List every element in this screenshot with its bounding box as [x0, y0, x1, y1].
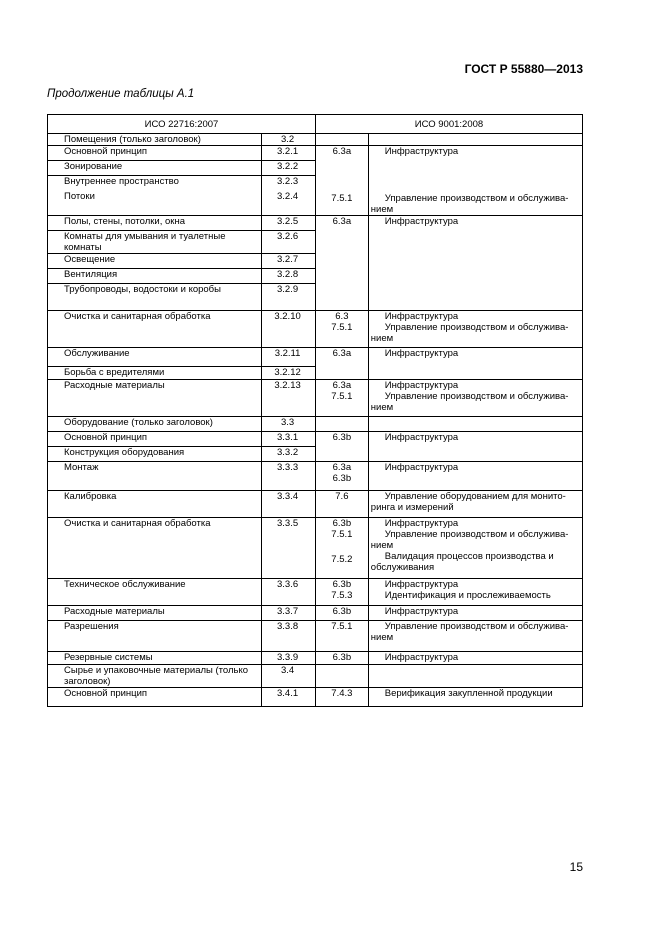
section-cell: 3.2.4 [262, 191, 316, 216]
clause-line: 7.5.1 [331, 529, 353, 540]
topic-line: заголовок) [64, 676, 111, 687]
standard-designation: ГОСТ Р 55880—2013 [464, 62, 583, 76]
clause-line: 6.3b [332, 579, 352, 590]
topic-cell: Внутреннее пространство [48, 176, 262, 191]
topic-cell [48, 665, 262, 688]
table-row [48, 348, 583, 367]
topic-line: Сырье и упаковочные материалы (только [64, 665, 249, 676]
iso9001-clause-cell [315, 380, 368, 417]
topic-cell: Калибровка [48, 491, 262, 518]
table-row [48, 134, 583, 146]
iso9001-title-cell [368, 432, 582, 462]
iso9001-title-cell [368, 518, 582, 579]
table-row [48, 688, 583, 707]
title-line: Управление производством и обслужива- [384, 193, 569, 204]
title-line: Идентификация и прослеживаемость [384, 590, 551, 601]
clause-line: 7.5.1 [331, 322, 353, 333]
iso9001-title-cell [368, 348, 582, 380]
iso9001-clause-cell: 7.6 [315, 491, 368, 518]
topic-cell: Монтаж [48, 462, 262, 491]
topic-cell: Конструкция оборудования [48, 447, 262, 462]
topic-line: комнаты [64, 242, 102, 253]
clause-line: 7.5.1 [331, 391, 353, 402]
iso9001-clause-cell [315, 579, 368, 606]
section-cell: 3.2.3 [262, 176, 316, 191]
clause-line: 7.5.3 [331, 590, 353, 601]
iso9001-clause-cell: 7.5.1 [315, 621, 368, 652]
iso9001-clause-cell [315, 518, 368, 579]
iso9001-clause-cell [315, 462, 368, 491]
iso9001-clause-cell [315, 665, 368, 688]
correspondence-table [47, 114, 583, 707]
topic-cell: Вентиляция [48, 269, 262, 284]
table-row [48, 216, 583, 231]
section-cell: 3.3.2 [262, 447, 316, 462]
iso9001-title-cell [368, 688, 582, 707]
section-cell: 3.3.4 [262, 491, 316, 518]
title-line: Управление оборудованием для монито- [384, 491, 566, 502]
section-cell: 3.3.6 [262, 579, 316, 606]
clause-line: 6.3а [332, 146, 352, 157]
topic-cell: Оборудование (только заголовок) [48, 417, 262, 432]
section-cell: 3.3.3 [262, 462, 316, 491]
topic-cell: Расходные материалы [48, 606, 262, 621]
topic-cell: Борьба с вредителями [48, 367, 262, 380]
topic-cell: Трубопроводы, водостоки и коробы [48, 284, 262, 311]
title-line: Управление производством и обслужива- [384, 322, 569, 333]
table-row [48, 621, 583, 652]
topic-cell: Очистка и санитарная обработка [48, 518, 262, 579]
title-line: Инфраструктура [384, 579, 459, 590]
clause-line: 7.5.2 [331, 554, 353, 565]
iso9001-title-cell [368, 311, 582, 348]
topic-cell: Очистка и санитарная обработка [48, 311, 262, 348]
iso9001-title-cell [368, 606, 582, 621]
iso9001-title-cell [368, 146, 582, 216]
iso9001-clause-cell: 7.4.3 [315, 688, 368, 707]
clause-line: 6.3 [335, 311, 349, 322]
topic-cell: Резервные системы [48, 652, 262, 665]
iso9001-title-cell [368, 652, 582, 665]
clause-line: 6.3а [332, 380, 352, 391]
header-iso9001: ИСО 9001:2008 [315, 115, 582, 134]
section-cell: 3.2 [262, 134, 316, 146]
topic-cell [48, 231, 262, 254]
title-line: Управление производством и обслужива- [384, 621, 569, 632]
section-cell: 3.2.5 [262, 216, 316, 231]
table-row [48, 579, 583, 606]
iso9001-title-cell [368, 579, 582, 606]
section-cell: 3.2.8 [262, 269, 316, 284]
iso9001-clause-cell: 6.3b [315, 432, 368, 462]
table-row [48, 462, 583, 491]
table-row [48, 652, 583, 665]
table-row [48, 417, 583, 432]
title-line: Инфраструктура [384, 311, 459, 322]
title-line: нием [370, 540, 394, 551]
table-row [48, 380, 583, 417]
title-line: Инфраструктура [384, 462, 459, 473]
table-row [48, 146, 583, 161]
title-line: нием [370, 204, 394, 215]
topic-cell: Полы, стены, потолки, окна [48, 216, 262, 231]
iso9001-clause-cell [315, 311, 368, 348]
iso9001-title-cell [368, 216, 582, 311]
title-line: Управление производством и обслужива- [384, 391, 569, 402]
section-cell: 3.2.12 [262, 367, 316, 380]
iso9001-clause-cell: 6.3b [315, 652, 368, 665]
iso9001-clause-cell: 6.3а [315, 216, 368, 311]
section-cell: 3.3 [262, 417, 316, 432]
section-cell: 3.2.7 [262, 254, 316, 269]
topic-cell: Основной принцип [48, 146, 262, 161]
section-cell: 3.3.1 [262, 432, 316, 447]
table-row [48, 606, 583, 621]
title-line: Инфраструктура [384, 432, 459, 443]
table-caption: Продолжение таблицы А.1 [47, 88, 195, 100]
clause-line: 7.5.1 [331, 193, 353, 204]
topic-cell: Потоки [48, 191, 262, 216]
table-row [48, 311, 583, 348]
title-line: Инфраструктура [384, 146, 459, 157]
section-cell: 3.2.10 [262, 311, 316, 348]
section-cell: 3.3.8 [262, 621, 316, 652]
header-iso22716: ИСО 22716:2007 [48, 115, 316, 134]
section-cell: 3.2.6 [262, 231, 316, 254]
table-row [48, 432, 583, 447]
title-line: Управление производством и обслужива- [384, 529, 569, 540]
topic-cell: Обслуживание [48, 348, 262, 367]
section-cell: 3.2.13 [262, 380, 316, 417]
iso9001-title-cell [368, 621, 582, 652]
table-row [48, 665, 583, 688]
iso9001-clause-cell [315, 146, 368, 216]
title-line: нием [370, 402, 394, 413]
section-cell: 3.2.9 [262, 284, 316, 311]
section-cell: 3.3.7 [262, 606, 316, 621]
topic-cell: Основной принцип [48, 688, 262, 707]
iso9001-clause-cell: 6.3а [315, 348, 368, 380]
topic-cell: Техническое обслуживание [48, 579, 262, 606]
section-cell: 3.2.1 [262, 146, 316, 161]
topic-cell: Зонирование [48, 161, 262, 176]
table-row [48, 491, 583, 518]
title-line: Инфраструктура [384, 216, 459, 227]
section-cell: 3.3.5 [262, 518, 316, 579]
topic-line: Комнаты для умывания и туалетные [64, 231, 226, 242]
title-line: ринга и измерений [370, 502, 454, 513]
iso9001-clause-cell: 6.3b [315, 606, 368, 621]
iso9001-clause-cell [315, 417, 368, 432]
title-line: Инфраструктура [384, 606, 459, 617]
iso9001-title-cell [368, 417, 582, 432]
clause-line: 6.3b [332, 518, 352, 529]
iso9001-title-cell [368, 665, 582, 688]
iso9001-title-cell [368, 491, 582, 518]
title-line: Инфраструктура [384, 348, 459, 359]
topic-cell: Расходные материалы [48, 380, 262, 417]
topic-cell: Помещения (только заголовок) [48, 134, 262, 146]
topic-cell: Освещение [48, 254, 262, 269]
section-cell: 3.4.1 [262, 688, 316, 707]
title-line: Верификация закупленной продукции [384, 688, 553, 699]
title-line: Инфраструктура [384, 652, 459, 663]
table-header-row [48, 115, 583, 134]
title-line: Валидация процессов производства и [384, 551, 554, 562]
clause-line: 6.3а [332, 462, 352, 473]
table-row [48, 518, 583, 579]
page-number: 15 [569, 860, 583, 874]
section-cell: 3.2.2 [262, 161, 316, 176]
title-line: нием [370, 632, 394, 643]
iso9001-title-cell [368, 462, 582, 491]
topic-cell: Основной принцип [48, 432, 262, 447]
section-cell: 3.4 [262, 665, 316, 688]
section-cell: 3.3.9 [262, 652, 316, 665]
topic-cell: Разрешения [48, 621, 262, 652]
title-line: Инфраструктура [384, 518, 459, 529]
iso9001-title-cell [368, 380, 582, 417]
title-line: обслуживания [370, 562, 435, 573]
clause-line: 6.3b [332, 473, 352, 484]
title-line: нием [370, 333, 394, 344]
title-line: Инфраструктура [384, 380, 459, 391]
iso9001-title-cell [368, 134, 582, 146]
iso9001-clause-cell [315, 134, 368, 146]
section-cell: 3.2.11 [262, 348, 316, 367]
